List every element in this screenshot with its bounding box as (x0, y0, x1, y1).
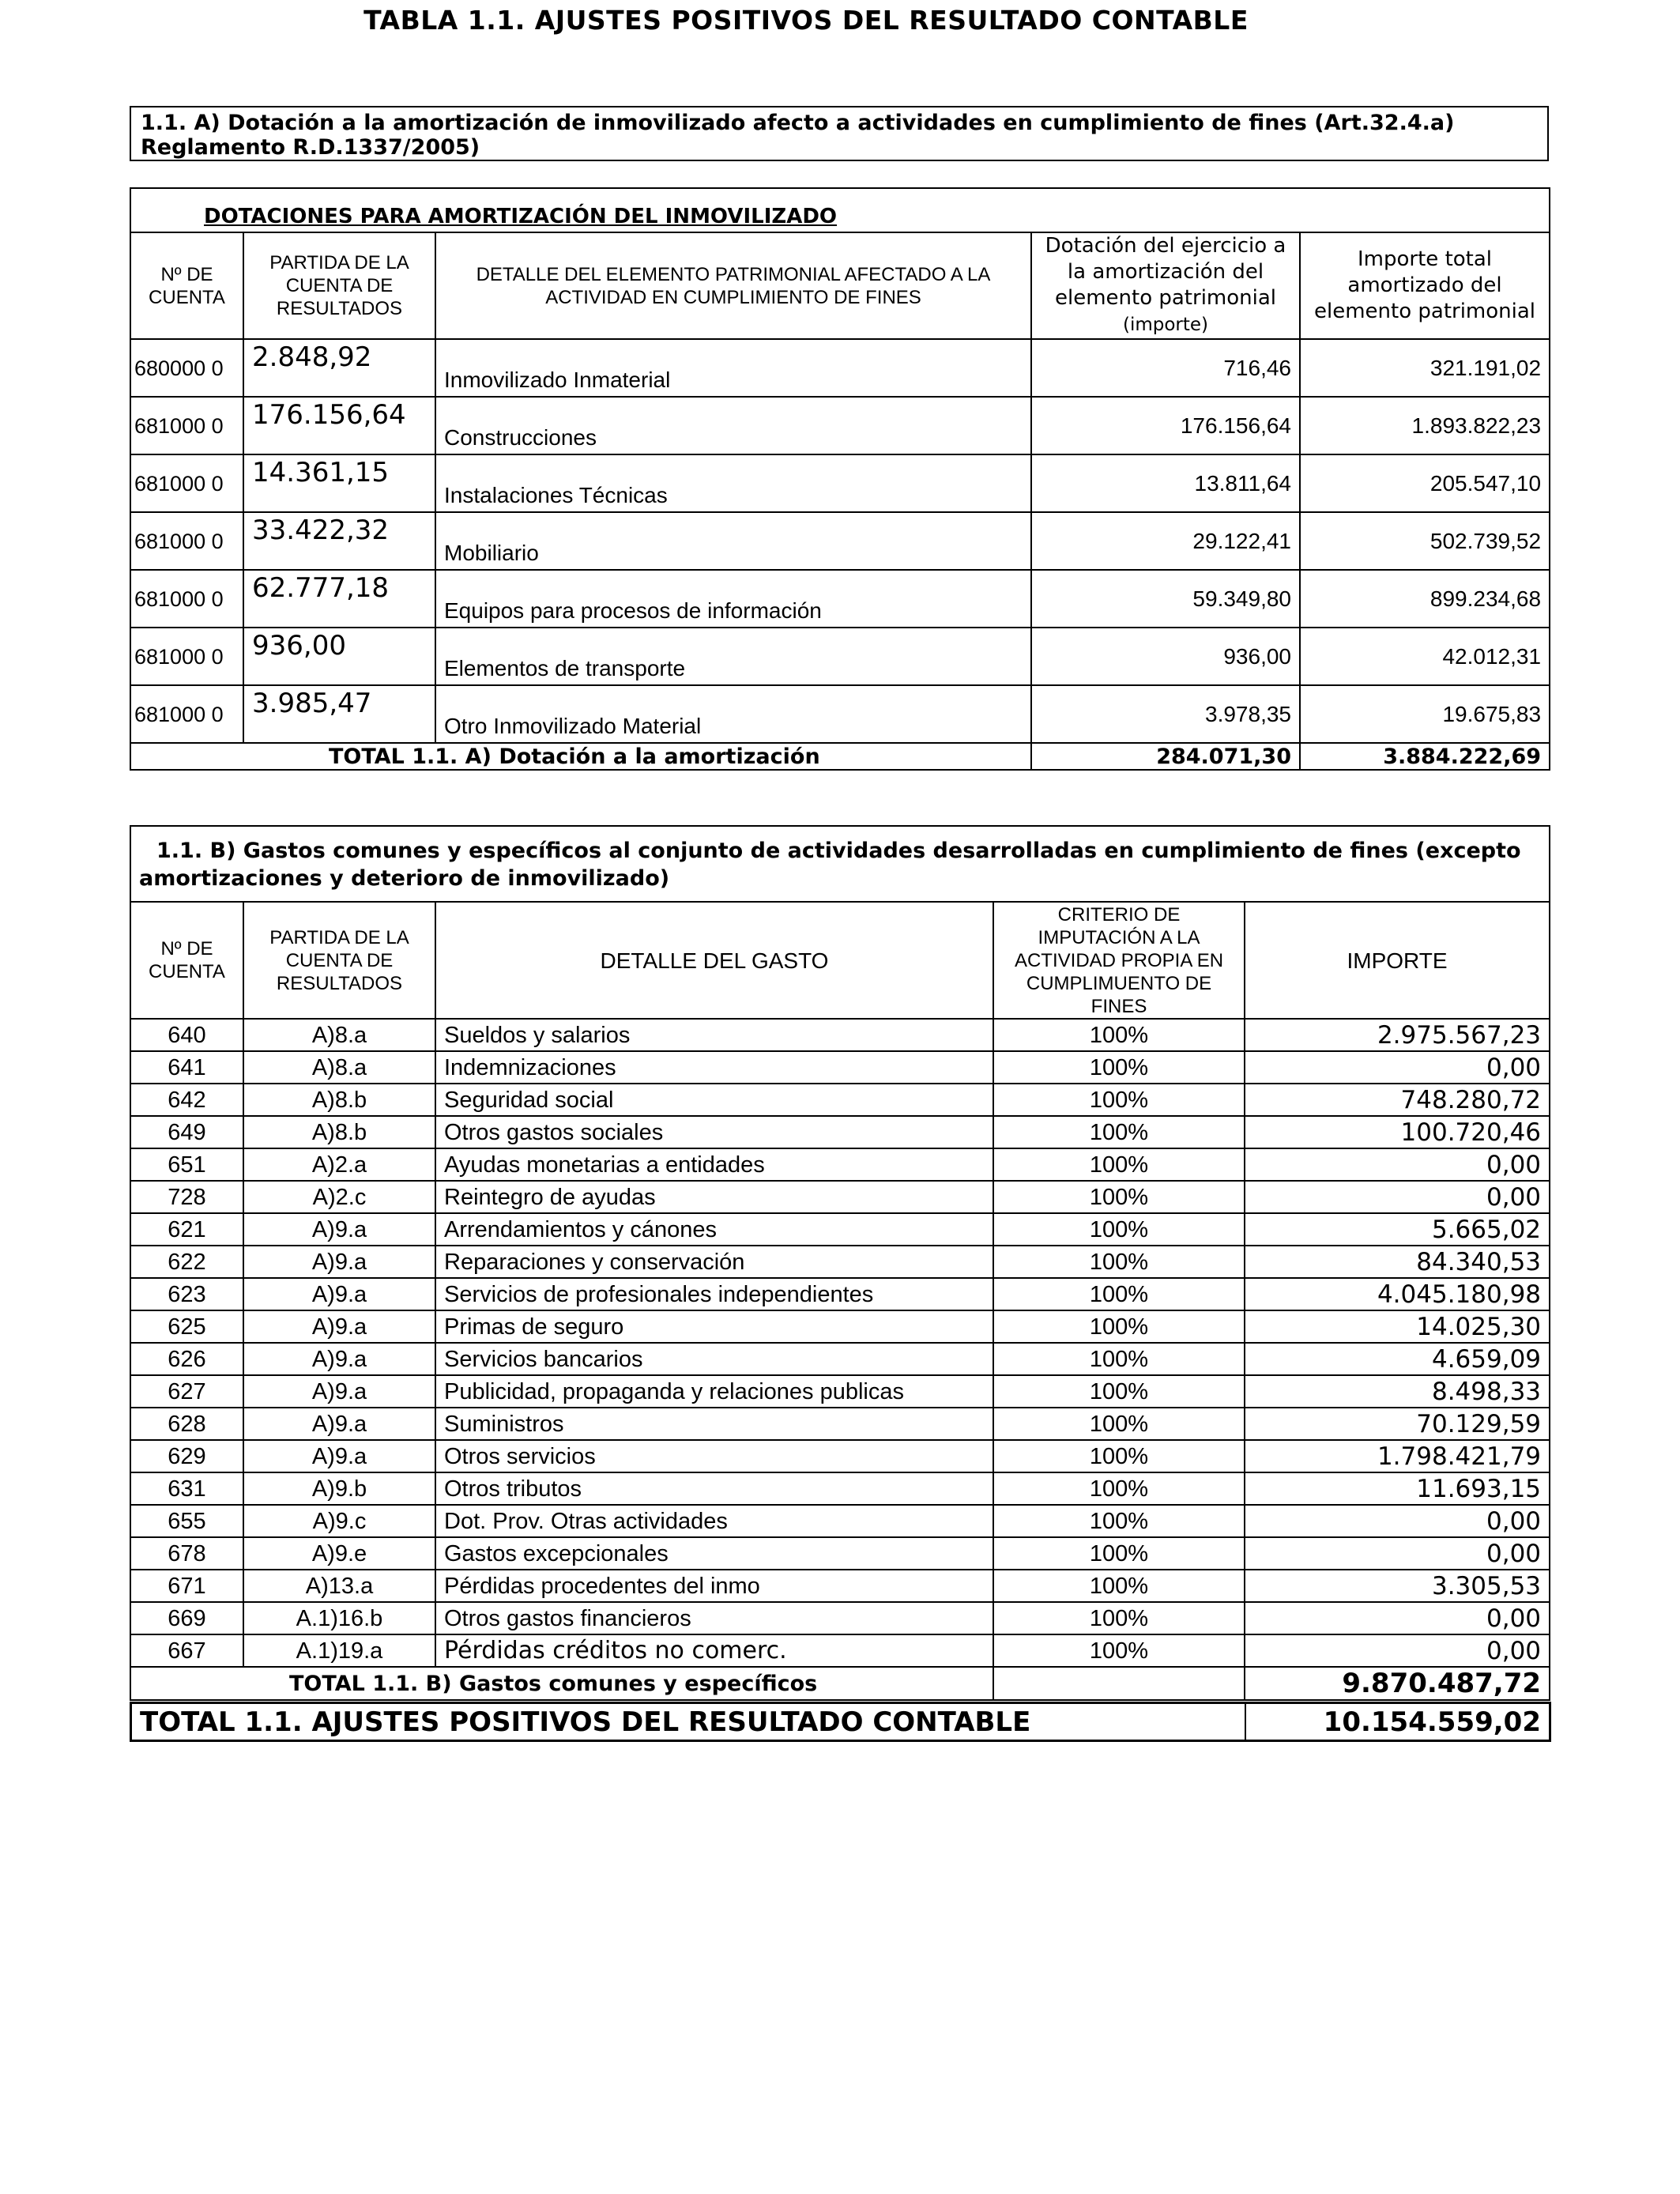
dotacion-value: 936,00 (1031, 628, 1300, 685)
imputation-criterion: 100% (993, 1246, 1245, 1278)
account-number: 681000 0 (130, 512, 243, 570)
element-detail: Mobiliario (435, 512, 1031, 570)
table-row (130, 1537, 1550, 1570)
account-number: 671 (130, 1570, 243, 1602)
account-number: 669 (130, 1602, 243, 1634)
section-b-heading: 1.1. B) Gastos comunes y específicos al conjunto de actividades desarrolladas en cumplimiento de fines (excepto amortizaciones y deterioro de inmovilizado) (130, 826, 1550, 902)
account-number: 681000 0 (130, 628, 243, 685)
account-number: 642 (130, 1084, 243, 1116)
account-number: 680000 0 (130, 339, 243, 397)
expense-amount: 100.720,46 (1245, 1116, 1550, 1148)
total-amortized-value: 502.739,52 (1300, 512, 1550, 570)
expense-detail: Sueldos y salarios (435, 1019, 993, 1051)
header-partida: PARTIDA DE LA CUENTA DE RESULTADOS (243, 232, 435, 339)
header-b-cuenta: Nº DE CUENTA (130, 902, 243, 1019)
page-title: TABLA 1.1. AJUSTES POSITIVOS DEL RESULTADO CONTABLE (363, 5, 1249, 36)
table-row (130, 1213, 1550, 1246)
table-row (130, 1084, 1550, 1116)
imputation-criterion: 100% (993, 1472, 1245, 1505)
dotacion-value: 59.349,80 (1031, 570, 1300, 628)
total-amortized-value: 899.234,68 (1300, 570, 1550, 628)
expense-amount: 0,00 (1245, 1181, 1550, 1213)
partida-code: A)9.e (243, 1537, 435, 1570)
header-cuenta: Nº DE CUENTA (130, 232, 243, 339)
partida-value: 936,00 (243, 628, 435, 685)
header-dotacion: Dotación del ejercicio a la amortización del elemento patrimonial (importe) (1031, 232, 1300, 339)
grand-total-table (130, 1702, 1551, 1742)
element-detail: Instalaciones Técnicas (435, 454, 1031, 512)
grand-total-label: TOTAL 1.1. AJUSTES POSITIVOS DEL RESULTADO CONTABLE (131, 1703, 1245, 1741)
expense-detail: Pérdidas procedentes del inmo (435, 1570, 993, 1602)
partida-code: A)8.b (243, 1084, 435, 1116)
total-amortized-value: 42.012,31 (1300, 628, 1550, 685)
account-number: 651 (130, 1148, 243, 1181)
grand-total-value: 10.154.559,02 (1245, 1703, 1550, 1741)
dotacion-value: 3.978,35 (1031, 685, 1300, 743)
dotacion-value: 13.811,64 (1031, 454, 1300, 512)
table-row (130, 685, 1550, 743)
partida-code: A)9.a (243, 1310, 435, 1343)
header-detalle: DETALLE DEL ELEMENTO PATRIMONIAL AFECTADO A LA ACTIVIDAD EN CUMPLIMIENTO DE FINES (435, 232, 1031, 339)
table-row (130, 1634, 1550, 1667)
expense-detail: Suministros (435, 1408, 993, 1440)
account-number: 681000 0 (130, 685, 243, 743)
total-b-empty (993, 1667, 1245, 1700)
account-number: 625 (130, 1310, 243, 1343)
expense-amount: 0,00 (1245, 1051, 1550, 1084)
account-number: 667 (130, 1634, 243, 1667)
partida-value: 176.156,64 (243, 397, 435, 454)
account-number: 623 (130, 1278, 243, 1310)
imputation-criterion: 100% (993, 1408, 1245, 1440)
expense-amount: 5.665,02 (1245, 1213, 1550, 1246)
imputation-criterion: 100% (993, 1181, 1245, 1213)
account-number: 627 (130, 1375, 243, 1408)
account-number: 681000 0 (130, 570, 243, 628)
imputation-criterion: 100% (993, 1019, 1245, 1051)
expense-detail: Otros tributos (435, 1472, 993, 1505)
table-row (130, 628, 1550, 685)
expense-detail: Otros gastos sociales (435, 1116, 993, 1148)
table-row (130, 1116, 1550, 1148)
expense-detail: Otros gastos financieros (435, 1602, 993, 1634)
imputation-criterion: 100% (993, 1116, 1245, 1148)
total-amortized-value: 19.675,83 (1300, 685, 1550, 743)
account-number: 681000 0 (130, 397, 243, 454)
table-row (130, 1570, 1550, 1602)
account-number: 655 (130, 1505, 243, 1537)
expense-amount: 8.498,33 (1245, 1375, 1550, 1408)
imputation-criterion: 100% (993, 1440, 1245, 1472)
expense-detail: Reintegro de ayudas (435, 1181, 993, 1213)
element-detail: Construcciones (435, 397, 1031, 454)
expense-amount: 4.045.180,98 (1245, 1278, 1550, 1310)
header-b-partida: PARTIDA DE LA CUENTA DE RESULTADOS (243, 902, 435, 1019)
expense-detail: Dot. Prov. Otras actividades (435, 1505, 993, 1537)
partida-value: 2.848,92 (243, 339, 435, 397)
imputation-criterion: 100% (993, 1343, 1245, 1375)
expense-detail: Reparaciones y conservación (435, 1246, 993, 1278)
account-number: 622 (130, 1246, 243, 1278)
expense-detail: Gastos excepcionales (435, 1537, 993, 1570)
imputation-criterion: 100% (993, 1375, 1245, 1408)
partida-code: A)9.c (243, 1505, 435, 1537)
partida-code: A)2.c (243, 1181, 435, 1213)
table-row (130, 1408, 1550, 1440)
expense-detail: Publicidad, propaganda y relaciones publicas (435, 1375, 993, 1408)
partida-code: A)8.a (243, 1019, 435, 1051)
account-number: 678 (130, 1537, 243, 1570)
element-detail: Inmovilizado Inmaterial (435, 339, 1031, 397)
expense-amount: 0,00 (1245, 1602, 1550, 1634)
partida-code: A)9.a (243, 1343, 435, 1375)
expense-detail: Pérdidas créditos no comerc. (435, 1634, 993, 1667)
expense-amount: 0,00 (1245, 1148, 1550, 1181)
expense-detail: Otros servicios (435, 1440, 993, 1472)
imputation-criterion: 100% (993, 1537, 1245, 1570)
partida-value: 3.985,47 (243, 685, 435, 743)
partida-code: A)9.a (243, 1246, 435, 1278)
imputation-criterion: 100% (993, 1278, 1245, 1310)
account-number: 628 (130, 1408, 243, 1440)
header-importe-total: Importe total amortizado del elemento patrimonial (1300, 232, 1550, 339)
table-row (130, 1181, 1550, 1213)
partida-code: A)2.a (243, 1148, 435, 1181)
table-row (130, 454, 1550, 512)
imputation-criterion: 100% (993, 1602, 1245, 1634)
element-detail: Equipos para procesos de información (435, 570, 1031, 628)
table-row (130, 570, 1550, 628)
partida-code: A)9.a (243, 1213, 435, 1246)
expense-amount: 3.305,53 (1245, 1570, 1550, 1602)
table-row (130, 1278, 1550, 1310)
partida-code: A)9.b (243, 1472, 435, 1505)
expense-amount: 4.659,09 (1245, 1343, 1550, 1375)
total-amortized-value: 205.547,10 (1300, 454, 1550, 512)
account-number: 649 (130, 1116, 243, 1148)
element-detail: Otro Inmovilizado Material (435, 685, 1031, 743)
partida-code: A)9.a (243, 1278, 435, 1310)
partida-code: A)9.a (243, 1440, 435, 1472)
expense-detail: Servicios de profesionales independientes (435, 1278, 993, 1310)
expense-amount: 11.693,15 (1245, 1472, 1550, 1505)
partida-value: 62.777,18 (243, 570, 435, 628)
imputation-criterion: 100% (993, 1148, 1245, 1181)
account-number: 631 (130, 1472, 243, 1505)
imputation-criterion: 100% (993, 1051, 1245, 1084)
table-row (130, 1440, 1550, 1472)
imputation-criterion: 100% (993, 1570, 1245, 1602)
partida-code: A.1)19.a (243, 1634, 435, 1667)
expense-detail: Primas de seguro (435, 1310, 993, 1343)
expense-detail: Indemnizaciones (435, 1051, 993, 1084)
total-a-dotacion: 284.071,30 (1031, 743, 1300, 770)
header-b-importe: IMPORTE (1245, 902, 1550, 1019)
expense-amount: 0,00 (1245, 1634, 1550, 1667)
table-row (130, 1310, 1550, 1343)
expense-amount: 14.025,30 (1245, 1310, 1550, 1343)
table-row (130, 1505, 1550, 1537)
dotacion-value: 29.122,41 (1031, 512, 1300, 570)
total-amortized-value: 1.893.822,23 (1300, 397, 1550, 454)
element-detail: Elementos de transporte (435, 628, 1031, 685)
account-number: 728 (130, 1181, 243, 1213)
total-a-label: TOTAL 1.1. A) Dotación a la amortización (130, 743, 1031, 770)
account-number: 629 (130, 1440, 243, 1472)
partida-code: A)13.a (243, 1570, 435, 1602)
partida-value: 14.361,15 (243, 454, 435, 512)
expense-amount: 0,00 (1245, 1505, 1550, 1537)
expense-amount: 748.280,72 (1245, 1084, 1550, 1116)
partida-value: 33.422,32 (243, 512, 435, 570)
total-a-importe: 3.884.222,69 (1300, 743, 1550, 770)
account-number: 641 (130, 1051, 243, 1084)
table-row (130, 1246, 1550, 1278)
total-amortized-value: 321.191,02 (1300, 339, 1550, 397)
amortization-table (130, 187, 1550, 771)
account-number: 640 (130, 1019, 243, 1051)
total-b-importe: 9.870.487,72 (1245, 1667, 1550, 1700)
partida-code: A)8.a (243, 1051, 435, 1084)
header-b-criterio: CRITERIO DE IMPUTACIÓN A LA ACTIVIDAD PROPIA EN CUMPLIMUENTO DE FINES (993, 902, 1245, 1019)
expense-detail: Ayudas monetarias a entidades (435, 1148, 993, 1181)
table-row (130, 1148, 1550, 1181)
dotacion-value: 176.156,64 (1031, 397, 1300, 454)
header-b-detalle: DETALLE DEL GASTO (435, 902, 993, 1019)
expense-detail: Servicios bancarios (435, 1343, 993, 1375)
expense-amount: 1.798.421,79 (1245, 1440, 1550, 1472)
total-b-label: TOTAL 1.1. B) Gastos comunes y específicos (130, 1667, 993, 1700)
table-row (130, 1051, 1550, 1084)
account-number: 681000 0 (130, 454, 243, 512)
expense-detail: Arrendamientos y cánones (435, 1213, 993, 1246)
partida-code: A)8.b (243, 1116, 435, 1148)
imputation-criterion: 100% (993, 1505, 1245, 1537)
expense-amount: 0,00 (1245, 1537, 1550, 1570)
expense-amount: 84.340,53 (1245, 1246, 1550, 1278)
partida-code: A.1)16.b (243, 1602, 435, 1634)
table-row (130, 397, 1550, 454)
amortization-caption: DOTACIONES PARA AMORTIZACIÓN DEL INMOVILIZADO (130, 188, 1550, 232)
table-row (130, 512, 1550, 570)
table-row (130, 1472, 1550, 1505)
partida-code: A)9.a (243, 1375, 435, 1408)
partida-code: A)9.a (243, 1408, 435, 1440)
account-number: 621 (130, 1213, 243, 1246)
expense-amount: 70.129,59 (1245, 1408, 1550, 1440)
table-row (130, 339, 1550, 397)
table-row (130, 1019, 1550, 1051)
account-number: 626 (130, 1343, 243, 1375)
expense-amount: 2.975.567,23 (1245, 1019, 1550, 1051)
table-row (130, 1375, 1550, 1408)
expense-detail: Seguridad social (435, 1084, 993, 1116)
imputation-criterion: 100% (993, 1310, 1245, 1343)
table-row (130, 1343, 1550, 1375)
imputation-criterion: 100% (993, 1634, 1245, 1667)
table-row (130, 1602, 1550, 1634)
gastos-table (130, 825, 1550, 1701)
imputation-criterion: 100% (993, 1084, 1245, 1116)
dotacion-value: 716,46 (1031, 339, 1300, 397)
section-a-heading: 1.1. A) Dotación a la amortización de inmovilizado afecto a actividades en cumplimiento de fines (Art.32.4.a) Reglamento R.D.1337/2005) (130, 106, 1549, 161)
imputation-criterion: 100% (993, 1213, 1245, 1246)
